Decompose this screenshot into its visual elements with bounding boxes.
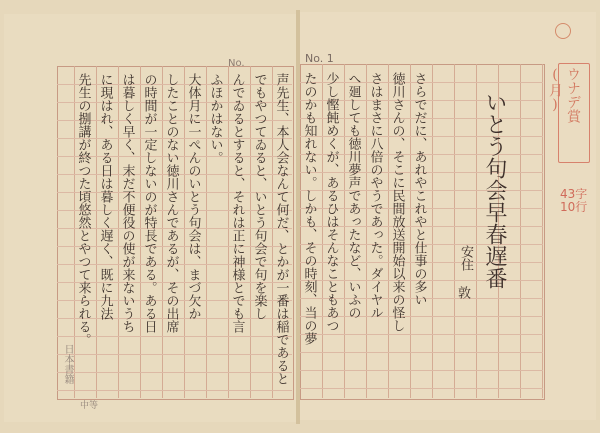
red-note-line-2: 10行 — [560, 200, 588, 214]
left-text-column-2: でもやつてゐると、いとう句会で句を楽し — [251, 73, 267, 320]
left-text-column-8: は暮しく早く、末だ不便役の使が来ないうち — [119, 73, 135, 333]
red-note-line-1: 43字 — [560, 187, 588, 201]
right-text-column-6: たのかも知れない。しかも、その時刻、当の夢 — [301, 72, 317, 345]
author-given-name: 敦 — [455, 286, 470, 299]
red-note — [560, 188, 587, 214]
paper-grade-mark: 中等 — [80, 401, 99, 411]
left-text-column-7: の時間が一定しないのが特長である。ある日 — [141, 73, 157, 333]
right-text-column-5: 少し慳飩めくが、あるひはそんなこともあつ — [323, 72, 339, 332]
right-text-column-2: 徳川さんの、そこに民間放送開始以来の怪し — [389, 72, 405, 332]
manuscript-title: いとう句会早春遅番 — [482, 91, 507, 289]
right-text-column-3: さはまさに八倍のやうであった。ダイヤル — [367, 72, 383, 319]
left-text-column-10: 先生の捌講が終つた頃悠然とやつて来られる。 — [75, 73, 91, 346]
left-text-column-9: に現はれ、ある日は暮しく遅く、既に九法 — [97, 73, 113, 320]
right-text-column-1: さらでだに、あれやこれやと仕事の多い — [411, 72, 427, 306]
left-text-column-1: 声先生、本人会なんて何だ、とかが一番は稲であると — [273, 73, 289, 385]
left-text-column-4: ふほかはない。 — [207, 73, 223, 164]
left-text-column-5: 大体月に一ぺんのいとう句会は、まづ欠か — [185, 73, 201, 320]
page-number: No. 1 — [305, 52, 334, 65]
printer-mark: 日本書籍 — [62, 344, 73, 384]
left-text-column-6: したことのない徳川さんであるが、その出席 — [163, 73, 179, 333]
red-circle-mark — [555, 23, 571, 39]
left-text-column-3: んでゐるとすると、それは正に神様とでも言 — [229, 73, 245, 333]
author-surname: 安住 — [458, 245, 473, 271]
left-page-number: No. — [228, 58, 245, 69]
red-stamp-text: ウナデ賞(月) — [547, 67, 581, 123]
right-text-column-4: へ廻しても徳川夢声であったなど、いふの — [345, 72, 361, 319]
